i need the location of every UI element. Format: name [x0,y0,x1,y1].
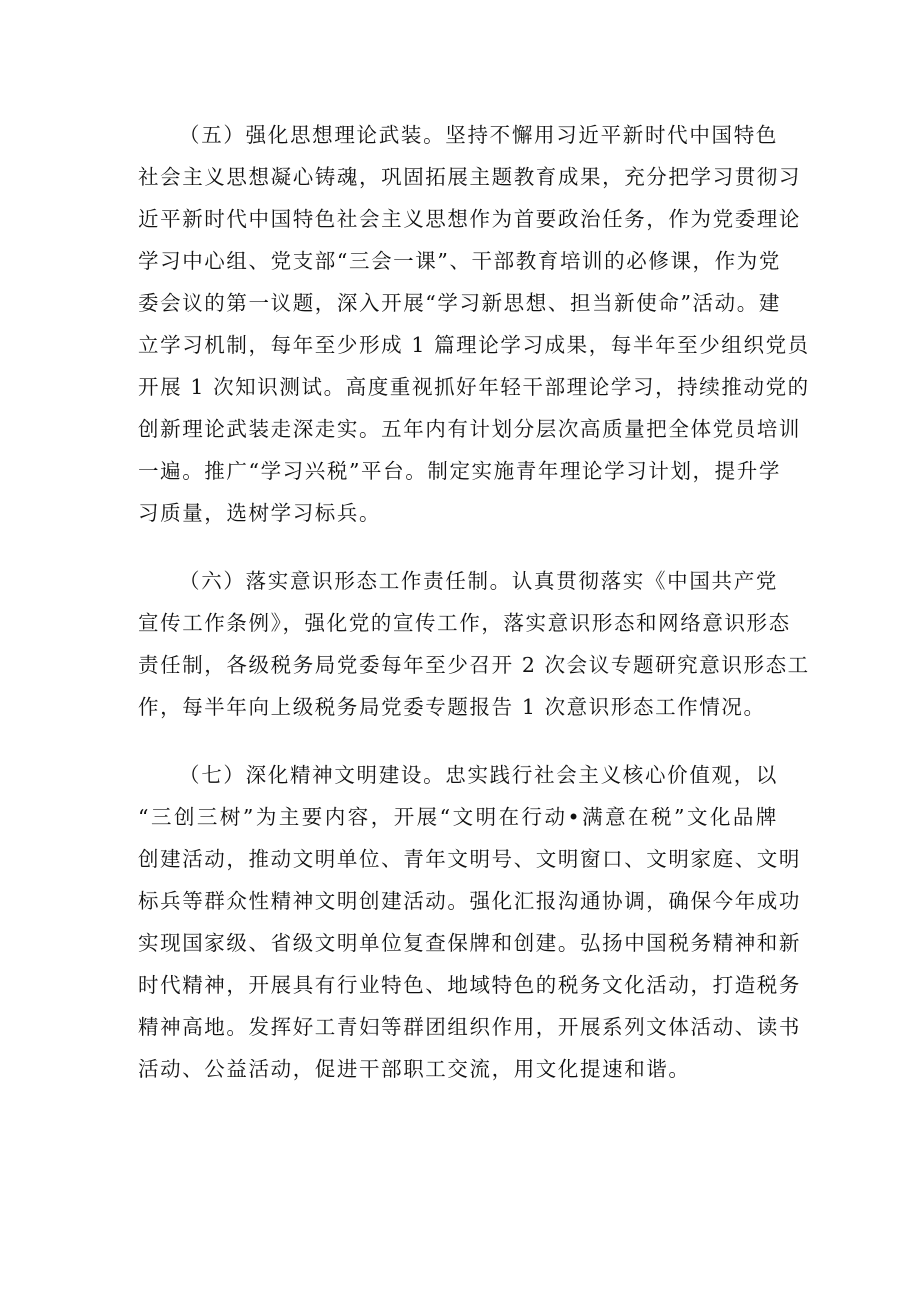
text-line: 精神高地。发挥好工青妇等群团组织作用，开展系列文体活动、读书 [138,1015,801,1039]
text-line: （七）深化精神文明建设。忠实践行社会主义核心价值观，以 [179,763,778,787]
text-line: 近平新时代中国特色社会主义思想作为首要政治任务，作为党委理论 [138,207,801,231]
text-line: 创建活动，推动文明单位、青年文明号、文明窗口、文明家庭、文明 [138,847,801,871]
text-line: 立学习机制，每年至少形成 1 篇理论学习成果，每半年至少组织党员 [138,333,810,357]
paragraph-spiritual-civilization [138,754,801,1090]
paragraph-ideological-theory [138,114,810,534]
text-line: 委会议的第一议题，深入开展“学习新思想、担当新使命”活动。建 [138,291,781,315]
document-body [138,114,810,1090]
text-line: “三创三树”为主要内容，开展“文明在行动•满意在税”文化品牌 [138,805,778,829]
text-line: 责任制，各级税务局党委每年至少召开 2 次会议专题研究意识形态工 [138,653,810,677]
text-line: 社会主义思想凝心铸魂，巩固拓展主题教育成果，充分把学习贯彻习 [138,165,801,189]
text-line: 学习中心组、党支部“三会一课”、干部教育培训的必修课，作为党 [138,249,781,273]
text-line: 实现国家级、省级文明单位复查保牌和创建。弘扬中国税务精神和新 [138,931,801,955]
text-line: 时代精神，开展具有行业特色、地域特色的税务文化活动，打造税务 [138,973,801,997]
text-line: 活动、公益活动，促进干部职工交流，用文化提速和谐。 [138,1057,691,1081]
text-line: （六）落实意识形态工作责任制。认真贯彻落实《中国共产党 [179,569,778,593]
text-line: 开展 1 次知识测试。高度重视抓好年轻干部理论学习，持续推动党的 [138,375,810,399]
text-line: 创新理论武装走深走实。五年内有计划分层次高质量把全体党员培训 [138,417,801,441]
text-line: 宣传工作条例》，强化党的宣传工作，落实意识形态和网络意识形态 [138,611,791,635]
paragraph-ideology-responsibility [138,560,810,728]
text-line: 作，每半年向上级税务局党委专题报告 1 次意识形态工作情况。 [138,695,766,719]
text-line: （五）强化思想理论武装。坚持不懈用习近平新时代中国特色 [179,123,778,147]
text-line: 一遍。推广“学习兴税”平台。制定实施青年理论学习计划，提升学 [138,459,781,483]
text-line: 习质量，选树学习标兵。 [138,501,382,525]
text-line: 标兵等群众性精神文明创建活动。强化汇报沟通协调，确保今年成功 [138,889,801,913]
